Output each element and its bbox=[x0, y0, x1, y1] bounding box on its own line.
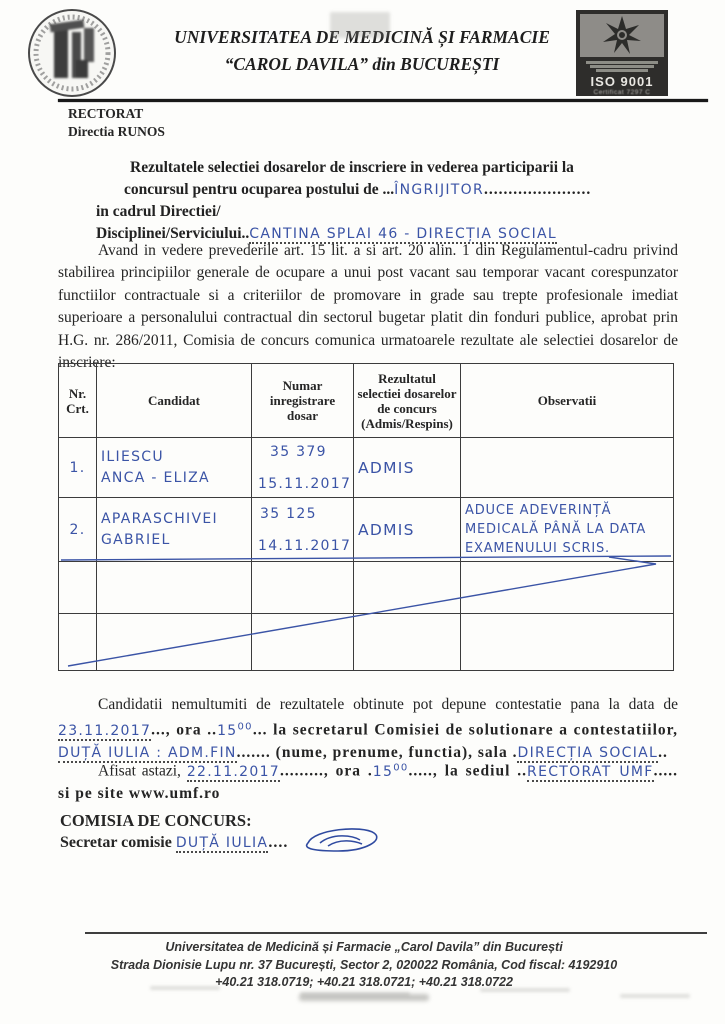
cell-candidate bbox=[97, 498, 252, 562]
posted-text: Afisat astazi, bbox=[98, 762, 187, 780]
contestation-paragraph bbox=[58, 694, 678, 765]
university-seal-logo bbox=[24, 8, 120, 100]
room-handwritten: DIRECȚIA SOCIAL bbox=[517, 745, 659, 762]
document-title bbox=[96, 157, 671, 245]
candidate-firstname: ANCA - ELIZA bbox=[101, 469, 210, 486]
cell-observations bbox=[461, 438, 674, 498]
contestation-date-handwritten: 23.11.2017 bbox=[58, 723, 152, 740]
footer-university-name: Universitatea de Medicină și Farmacie „Carol Davila” din București bbox=[165, 940, 563, 954]
posted-text: ....., la sediul .. bbox=[408, 762, 528, 780]
scan-noise bbox=[300, 992, 410, 996]
position-handwritten: ÎNGRIJITOR bbox=[394, 182, 485, 198]
candidate-surname: APARASCHIVEI bbox=[101, 510, 218, 527]
cell-nr: 2. bbox=[59, 498, 97, 562]
header-numar-inregistrare: Numar inregistrare dosar bbox=[252, 364, 354, 438]
table-header-row bbox=[59, 364, 674, 438]
contestation-text: ... la secretarul Comisiei de solutionare a contestatiilor, bbox=[252, 722, 678, 740]
cell-nr: 1. bbox=[59, 438, 97, 498]
header-observatii: Observatii bbox=[461, 364, 674, 438]
contestation-text: ..., ora .. bbox=[151, 722, 218, 740]
contestation-hour-handwritten: $15^{00}$ bbox=[217, 721, 253, 740]
empty-table-row bbox=[59, 614, 674, 671]
title-line2 bbox=[96, 179, 671, 201]
contestation-text: .. bbox=[658, 744, 668, 762]
scan-noise bbox=[620, 994, 690, 998]
secretary-label: Secretar comisie bbox=[60, 834, 176, 851]
registration-date: 15.11.2017 bbox=[258, 475, 352, 492]
footer-phones: +40.21 318.0719; +40.21 318.0721; +40.21 318.0722 bbox=[215, 975, 513, 989]
university-name-line1: UNIVERSITATEA DE MEDICINĂ ȘI FARMACIE bbox=[174, 27, 550, 47]
cell-registration bbox=[252, 498, 354, 562]
posted-date-handwritten: 22.11.2017 bbox=[186, 763, 280, 780]
contestation-text: ....... (nume, prenume, functia), sala . bbox=[236, 744, 518, 762]
iso-certificate-line: Certificat 7297 C bbox=[593, 89, 651, 96]
secretary-name-handwritten: DUȚĂ IULIA : ADM.FIN bbox=[58, 745, 237, 762]
signature-scribble bbox=[300, 823, 390, 859]
title-line3-printed: in cadrul Directiei/ Disciplinei/Serviciului.. bbox=[96, 203, 250, 242]
title-line2-printed: concursul pentru ocuparea postului de ... bbox=[124, 181, 395, 198]
cell-observations: ADUCE ADEVERINȚĂ MEDICALĂ PÂNĂ LA DATA EXAMENULUI SCRIS. bbox=[461, 498, 674, 562]
commission-heading: COMISIA DE CONCURS: bbox=[60, 811, 252, 830]
posted-text: ........., ora . bbox=[280, 762, 373, 780]
table-row bbox=[59, 438, 674, 498]
registration-number: 35 379 bbox=[270, 443, 327, 460]
registration-number: 35 125 bbox=[260, 505, 317, 522]
scan-noise bbox=[330, 12, 390, 38]
registration-date: 14.11.2017 bbox=[258, 537, 352, 554]
cell-result: ADMIS bbox=[354, 438, 461, 498]
iso-9001-label: ISO 9001 bbox=[590, 74, 654, 89]
candidate-firstname: GABRIEL bbox=[101, 531, 171, 548]
table-row bbox=[59, 498, 674, 562]
directia-runos-label: Directia RUNOS bbox=[68, 124, 165, 139]
contestation-text: Candidatii nemultumiti de rezultatele obtinute pot depune contestatie pana la data de bbox=[98, 696, 678, 713]
header-rezultat: Rezultatul selectiei dosarelor de concurs (Admis/Respins) bbox=[354, 364, 461, 438]
secretary-dots: .... bbox=[268, 834, 289, 851]
posted-paragraph bbox=[58, 757, 678, 805]
iso-small-text-lines bbox=[582, 60, 662, 74]
department-handwritten: CANTINA SPLAI 46 - DIRECȚIA SOCIAL bbox=[249, 226, 558, 242]
iso-certification-stamp bbox=[576, 10, 668, 96]
iso-stamp-image bbox=[580, 14, 664, 57]
title-line1: Rezultatele selectiei dosarelor de inscriere in vederea participarii la bbox=[130, 159, 574, 176]
scan-noise bbox=[480, 988, 570, 992]
rectorat-label: RECTORAT bbox=[68, 106, 144, 121]
posted-text: ..... si pe site www.umf.ro bbox=[58, 762, 678, 803]
results-table-container bbox=[58, 363, 673, 671]
header-candidat: Candidat bbox=[97, 364, 252, 438]
commission-secretary-line bbox=[60, 834, 288, 852]
header-nr-crt: Nr. Crt. bbox=[59, 364, 97, 438]
starburst-icon bbox=[602, 15, 642, 55]
footer-address: Strada Dionisie Lupu nr. 37 București, Sector 2, 020022 România, Cod fiscal: 4192910 bbox=[110, 957, 618, 972]
scan-noise bbox=[150, 986, 220, 990]
cell-registration bbox=[252, 438, 354, 498]
cell-result: ADMIS bbox=[354, 498, 461, 562]
commission-section bbox=[60, 811, 288, 852]
posted-location-handwritten: RECTORAT UMF bbox=[527, 763, 654, 780]
results-table bbox=[58, 363, 674, 671]
footer-divider-line bbox=[85, 932, 707, 934]
posted-hour-handwritten: $15^{00}$ bbox=[372, 762, 409, 780]
cell-candidate bbox=[97, 438, 252, 498]
candidate-surname: ILIESCU bbox=[101, 448, 164, 465]
intro-paragraph: Avand in vedere prevederile art. 15 lit. a si art. 20 alin. 1 din Regulamentul-cadru privind stabilirea principiilor generale de ocupare a unui post vacant sau temporar vacant corespunzator functiilor contractuale si a criteriilor de promovare in grade sau trepte profesionale imediat superioare a personalului contractual din sectorul bugetar platit din fonduri publice, aprobat prin H.G. nr. 286/2011, Comisia de concurs comunica urmatoarele rezultate ale selectiei dosarelor de inscriere: bbox=[58, 242, 678, 372]
secretary-name-handwritten: DUȚĂ IULIA bbox=[175, 835, 269, 851]
empty-table-row bbox=[59, 562, 674, 614]
title-line2-dots: ...................... bbox=[484, 181, 592, 198]
university-name-line2: “CAROL DAVILA” din BUCUREȘTI bbox=[224, 54, 500, 74]
title-line3 bbox=[96, 201, 671, 245]
header-divider-line bbox=[58, 99, 708, 102]
